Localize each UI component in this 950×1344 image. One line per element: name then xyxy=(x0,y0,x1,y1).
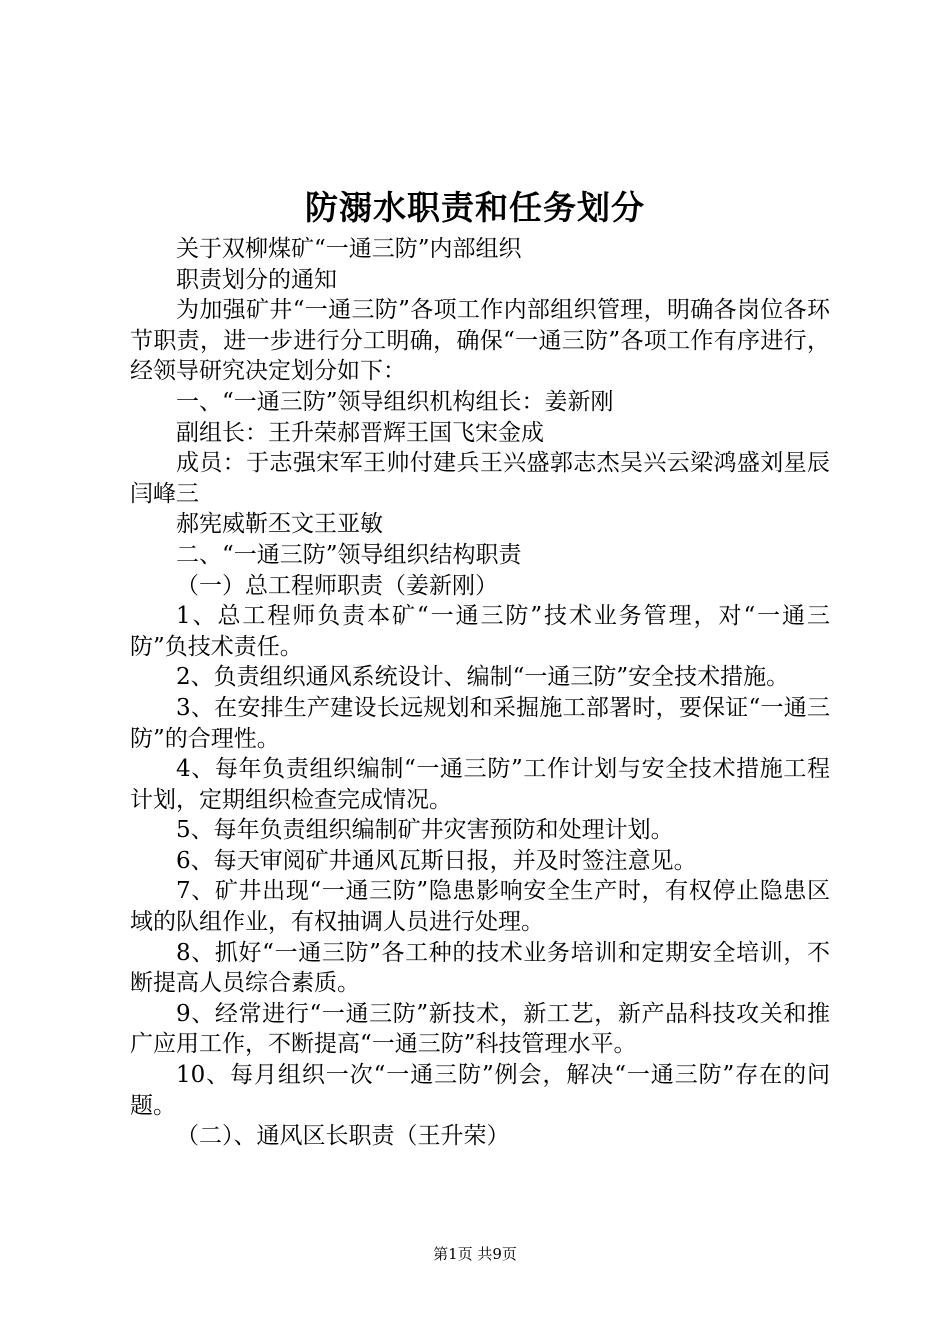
paragraph-item-6: 6、每天审阅矿井通风瓦斯日报，并及时签注意见。 xyxy=(176,847,697,874)
paragraph-item-8: 8、抓好“一通三防”各工种的技术业务培训和定期安全培训，不断提高人员综合素质。 xyxy=(130,939,830,997)
document-body xyxy=(130,234,830,1152)
paragraph-intro: 为加强矿井“一通三防”各项工作内部组织管理，明确各岗位各环节职责，进一步进行分工明确，确保“一通三防”各项工作有序进行，经领导研究决定划分如下： xyxy=(130,297,830,385)
paragraph-item-1: 1、总工程师负责本矿“一通三防”技术业务管理，对“一通三防”负技术责任。 xyxy=(130,603,830,660)
paragraph-subsection-2-heading: （二）、通风区长职责（王升荣） xyxy=(176,1123,510,1150)
paragraph-members: 成员：于志强宋军王帅付建兵王兴盛郭志杰吴兴云梁鸿盛刘星辰闫峰三 xyxy=(130,450,830,507)
paragraph-deputy-leaders: 副组长：王升荣郝晋辉王国飞宋金成 xyxy=(176,419,544,446)
paragraph-item-10: 10、每月组织一次“一通三防”例会，解决“一通三防”存在的问题。 xyxy=(130,1062,830,1119)
paragraph-item-2: 2、负责组织通风系统设计、编制“一通三防”安全技术措施。 xyxy=(176,664,790,691)
paragraph-notice-title-line2: 职责划分的通知 xyxy=(176,266,337,293)
document-title: 防溺水职责和任务划分 xyxy=(305,188,645,227)
paragraph-members-continued: 郝宪威靳丕文王亚敏 xyxy=(176,511,383,538)
paragraph-section-1-heading: 一、“一通三防”领导组织机构组长：姜新刚 xyxy=(176,388,614,415)
paragraph-item-7: 7、矿井出现“一通三防”隐患影响安全生产时，有权停止隐患区域的队组作业，有权抽调人员进行处理。 xyxy=(130,878,830,936)
paragraph-item-3: 3、在安排生产建设长远规划和采掘施工部署时，要保证“一通三防”的合理性。 xyxy=(130,694,830,752)
paragraph-subsection-1-heading: （一）总工程师职责（姜新刚） xyxy=(176,572,498,599)
paragraph-section-2-heading: 二、“一通三防”领导组织结构职责 xyxy=(176,541,522,568)
page-footer: 第1页 共9页 xyxy=(433,1245,517,1263)
paragraph-item-9: 9、经常进行“一通三防”新技术，新工艺，新产品科技攻关和推广应用工作，不断提高“一通三防”科技管理水平。 xyxy=(130,1000,830,1058)
paragraph-notice-title-line1: 关于双柳煤矿“一通三防”内部组织 xyxy=(176,236,522,262)
paragraph-item-5: 5、每年负责组织编制矿井灾害预防和处理计划。 xyxy=(176,817,674,844)
paragraph-item-4: 4、每年负责组织编制“一通三防”工作计划与安全技术措施工程计划，定期组织检查完成情况。 xyxy=(130,756,830,813)
